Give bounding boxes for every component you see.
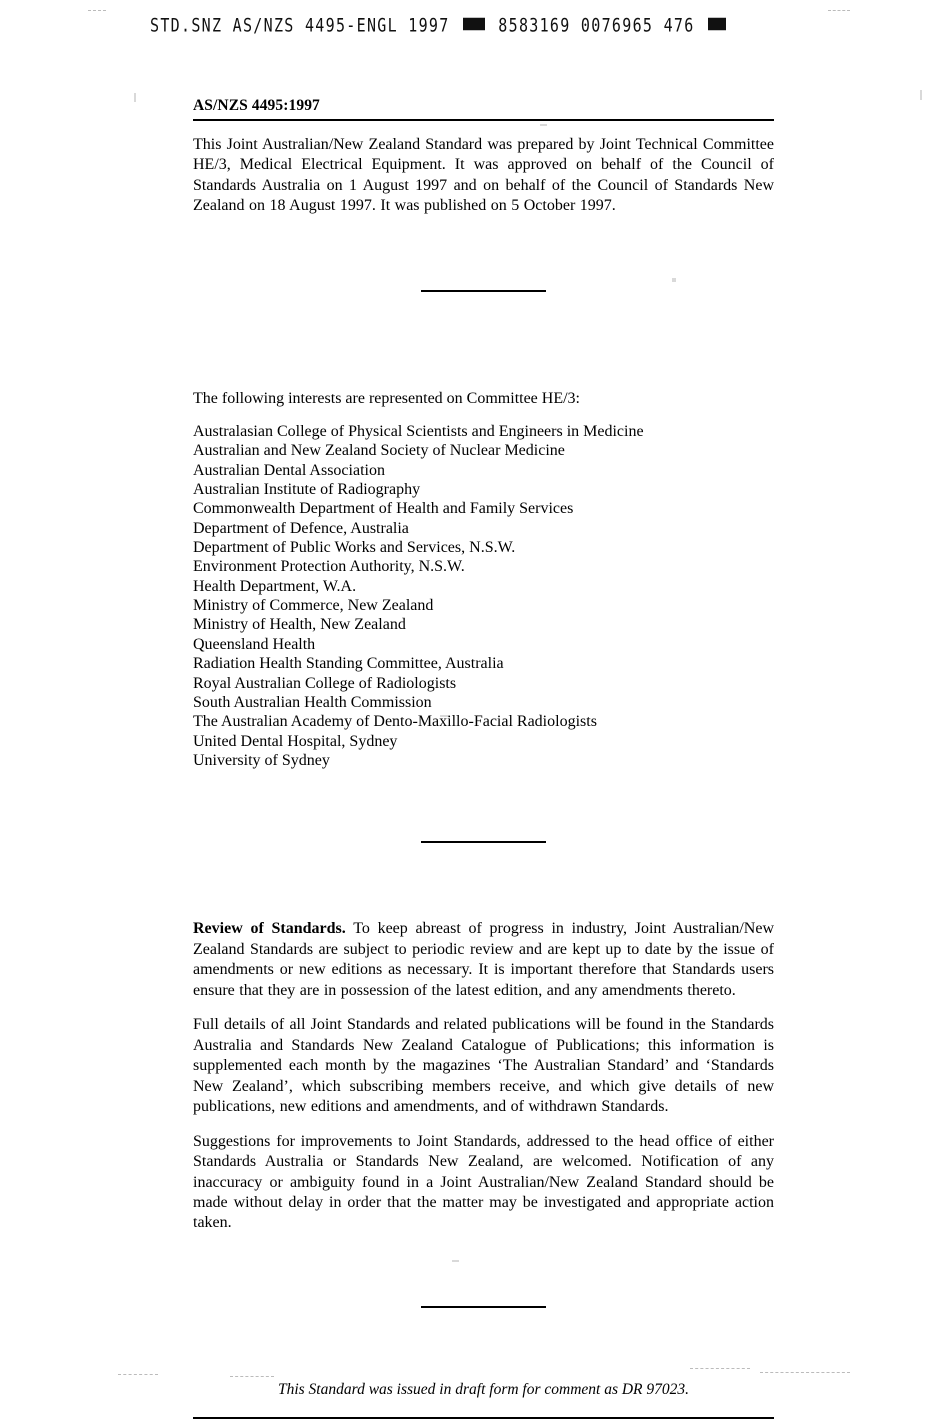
standard-number: AS/NZS 4495:1997 <box>193 97 320 114</box>
list-item: South Australian Health Commission <box>193 693 432 711</box>
header-rule <box>193 119 774 121</box>
list-item: Department of Defence, Australia <box>193 519 409 537</box>
scan-header-text: STD.SNZ AS/NZS 4495-ENGL 1997 <box>150 14 450 37</box>
footer-block <box>193 1381 774 1419</box>
list-item: Queensland Health <box>193 635 316 653</box>
scan-header-numbers: 8583169 0076965 476 <box>498 14 695 37</box>
preface-paragraph: This Joint Australian/New Zealand Standard was prepared by Joint Technical Committee HE/3, Medical Electrical Equipment. It was approved on behalf of the Council of Standards Australia on 1 August 1997 and on behalf of the Council of Standards New Zealand on 18 August 1997. It was published on 5 October 1997. <box>193 136 774 215</box>
list-item: Australian Dental Association <box>193 461 385 479</box>
list-item: Australian Institute of Radiography <box>193 480 421 498</box>
list-item: Department of Public Works and Services, N.S.W. <box>193 539 516 557</box>
list-item: Environment Protection Authority, N.S.W. <box>193 558 465 576</box>
review-heading: Review of Standards. <box>193 920 346 938</box>
list-item: Australasian College of Physical Scientists and Engineers in Medicine <box>193 422 644 440</box>
list-item: University of Sydney <box>193 751 330 769</box>
separator-1 <box>193 290 774 292</box>
organisation-list <box>193 422 774 770</box>
review-paragraph-3: Suggestions for improvements to Joint Standards, addressed to the head office of either Standards Australia or Standards New Zealand, are welcomed. Notification of any inaccuracy or ambiguity found in a Joint Australian/New Zealand Standard should be made without delay in order that the matter may be investigated and appropriate action taken. <box>193 1132 774 1232</box>
list-item: Commonwealth Department of Health and Family Services <box>193 500 574 518</box>
list-item: Health Department, W.A. <box>193 577 357 595</box>
draft-note: This Standard was issued in draft form for comment as DR 97023. <box>277 1380 690 1398</box>
review-paragraph-1-text: To keep abreast of progress in industry, Joint Australian/New Zealand Standards are subject to periodic review and are kept up to date by the issue of amendments or new editions as necessary. It is important therefore that Standards users ensure that they are in possession of the latest edition, and any amendments thereto. <box>193 920 775 999</box>
list-item: United Dental Hospital, Sydney <box>193 732 398 750</box>
list-item: Australian and New Zealand Society of Nuclear Medicine <box>193 442 565 460</box>
list-item: The Australian Academy of Dento-Maxillo-Facial Radiologists <box>193 713 597 731</box>
short-rule <box>421 841 546 843</box>
scan-artifact <box>920 90 922 100</box>
short-rule <box>421 290 546 292</box>
short-rule <box>421 1306 546 1308</box>
list-item: Radiation Health Standing Committee, Australia <box>193 655 504 673</box>
list-item: Ministry of Health, New Zealand <box>193 616 406 634</box>
list-item: Royal Australian College of Radiologists <box>193 674 457 692</box>
scan-artifact <box>828 10 850 11</box>
content-column <box>193 0 774 1419</box>
scan-artifact <box>134 93 136 102</box>
separator-3 <box>193 1306 774 1308</box>
scan-artifact <box>118 1374 158 1375</box>
list-item: Ministry of Commerce, New Zealand <box>193 597 434 615</box>
interests-intro: The following interests are represented on Committee HE/3: <box>193 389 580 407</box>
scan-artifact <box>88 10 106 11</box>
review-section <box>193 919 774 1234</box>
interests-section <box>193 390 774 770</box>
separator-2 <box>193 841 774 843</box>
review-paragraph-2: Full details of all Joint Standards and related publications will be found in the Standards Australia and Standards New Zealand Catalogue of Publications; this information is supplemented each month by the magazines ‘The Australian Standard’ and ‘Standards New Zealand’, which subscribing members receive, and which give details of new publications, new editions and amendments, and of withdrawn Standards. <box>193 1016 774 1116</box>
review-paragraph-1 <box>193 919 774 1001</box>
